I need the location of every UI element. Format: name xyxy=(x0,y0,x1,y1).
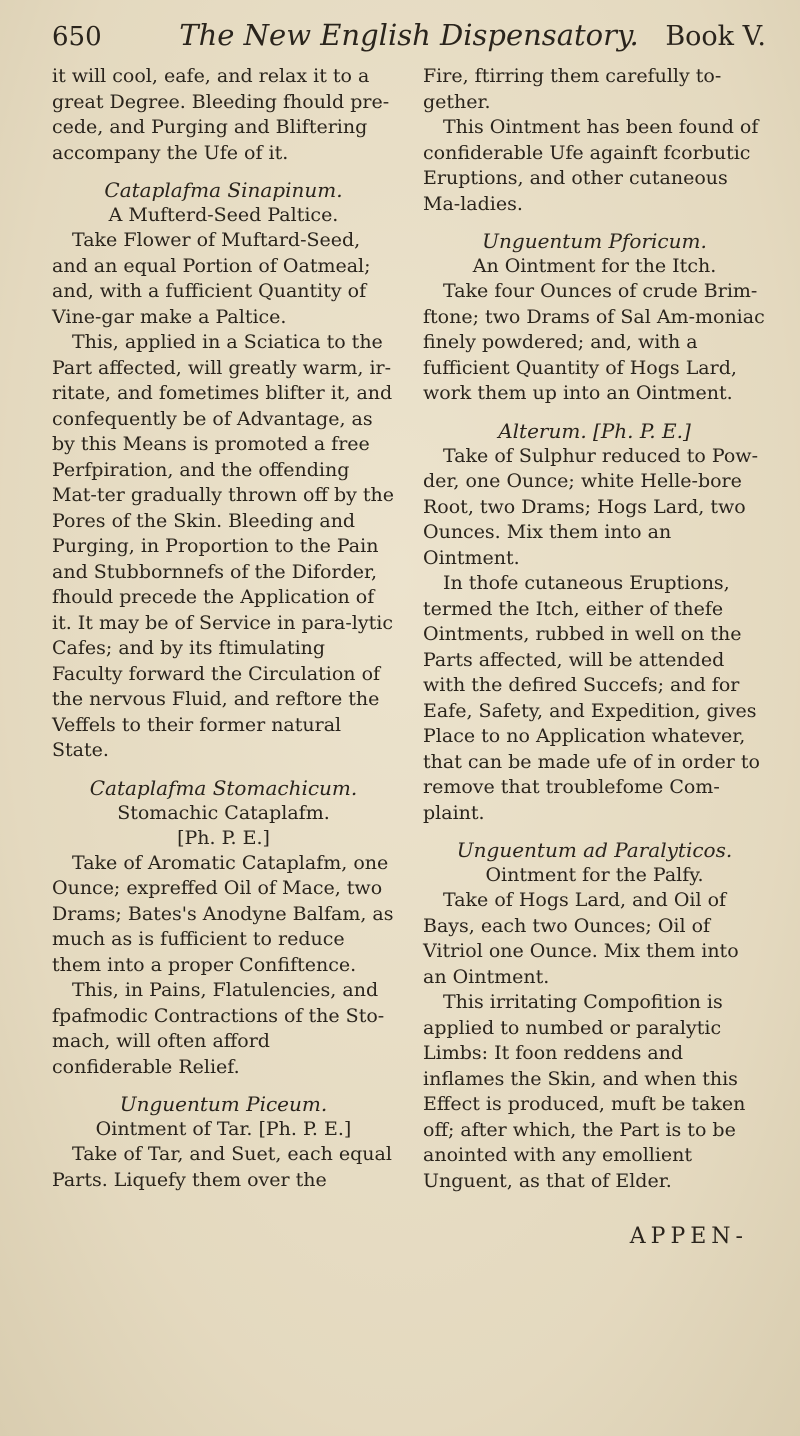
paragraph: Take of Hogs Lard, and Oil of Bays, each two Ounces; Oil of Vitriol one Ounce. Mix them into an Ointment. xyxy=(423,889,739,988)
paragraph: Fire, ftirring them carefully to-gether. xyxy=(423,65,722,113)
right-column xyxy=(423,64,766,1250)
paragraph: it will cool, eafe, and relax it to a great Degree. Bleeding fhould pre-cede, and Purging and Bliftering accompany the Ufe of it. xyxy=(52,65,390,164)
recipe-subheading: Ointment of Tar. [Ph. P. E.] xyxy=(95,1118,352,1140)
recipe-heading: Alterum. [Ph. P. E.] xyxy=(498,418,691,443)
recipe-subheading: Stomachic Cataplafm. xyxy=(117,801,330,824)
paragraph: This irritating Compofition is applied to numbed or paralytic Limbs: It foon reddens and inflames the Skin, and when this Effect is produced, muft be taken off; after which, the Part is to be anointed with any emollient Unguent, as that of Elder. xyxy=(423,991,746,1192)
recipe-subheading: An Ointment for the Itch. xyxy=(472,255,717,277)
recipe-subheading: Ointment for the Palfy. xyxy=(485,864,704,886)
paragraph: This, in Pains, Flatulencies, and fpafmodic Contractions of the Sto-mach, will often afford confiderable Relief. xyxy=(52,979,385,1078)
paragraph: Take Flower of Muftard-Seed, and an equal Portion of Oatmeal; and, with a fufficient Quantity of Vine-gar make a Paltice. xyxy=(52,229,371,328)
recipe-subheading: A Mufterd-Seed Paltice. xyxy=(108,204,339,226)
paragraph: Take of Aromatic Cataplafm, one Ounce; expreffed Oil of Mace, two Drams; Bates's Anodyne Balfam, as much as is fufficient to reduce them into a proper Confiftence. xyxy=(52,851,394,976)
book-number: Book V. xyxy=(665,21,766,52)
recipe-heading: Unguentum Pforicum. xyxy=(482,229,707,253)
paragraph: This, applied in a Sciatica to the Part affected, will greatly warm, ir-ritate, and fometimes blifter it, and confequently be of Advantage, as by this Means is promoted a free Perfpiration, and the offending Mat-ter gradually thrown off by the Pores of the Skin. Bleeding and Purging, in Proportion to the Pain and Stubbornnefs of the Diforder, fhould precede the Application of it. It may be of Service in para-lytic Cafes; and by its ftimulating Faculty forward the Circulation of the nervous Fluid, and reftore the Veffels to their former natural State. xyxy=(52,331,395,761)
text-columns xyxy=(52,64,766,1250)
paragraph: Take of Tar, and Suet, each equal Parts. Liquefy them over the xyxy=(52,1143,392,1191)
recipe-heading: Cataplafma Stomachicum. xyxy=(89,775,358,800)
paragraph: Take four Ounces of crude Brim-ftone; two Drams of Sal Am-moniac finely powdered; and, with a fufficient Quantity of Hogs Lard, work them up into an Ointment. xyxy=(423,280,765,404)
recipe-heading: Unguentum Piceum. xyxy=(119,1092,328,1116)
left-column xyxy=(52,64,395,1250)
pharmacopoeia-reference: [Ph. P. E.] xyxy=(177,826,270,849)
recipe-heading: Cataplafma Sinapinum. xyxy=(104,178,343,202)
running-header xyxy=(52,18,766,58)
running-title: The New English Dispensatory. xyxy=(179,18,639,52)
paragraph: In thofe cutaneous Eruptions, termed the Itch, either of thefe Ointments, rubbed in well on the Parts affected, will be attended with the defired Succefs; and for Eafe, Safety, and Expedition, gives Place to no Application whatever, that can be made ufe of in order to remove that troublefome Com-plaint. xyxy=(423,572,760,824)
paragraph: Take of Sulphur reduced to Pow-der, one Ounce; white Helle-bore Root, two Drams; Hogs Lard, two Ounces. Mix them into an Ointment. xyxy=(423,444,758,569)
page-number: 650 xyxy=(52,22,102,52)
catchword: APPEN- xyxy=(629,1224,748,1249)
recipe-heading: Unguentum ad Paralyticos. xyxy=(456,838,733,862)
paragraph: This Ointment has been found of confiderable Ufe againft fcorbutic Eruptions, and other cutaneous Ma-ladies. xyxy=(423,116,759,215)
